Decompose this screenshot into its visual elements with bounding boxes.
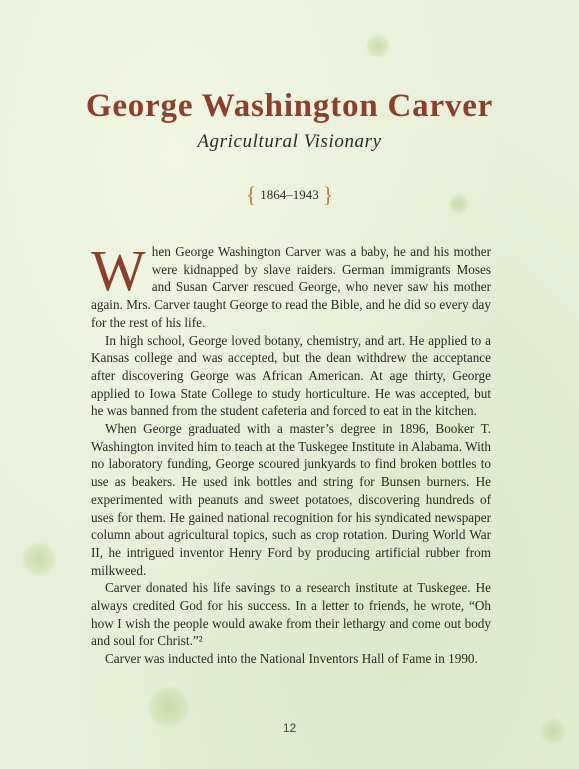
paragraph-text: hen George Washington Carver was a baby, he and his mother were kidnapped by slave raiders. German immigrants Moses and Susan Carver rescued George, who never saw his mother again. Mrs. Carver taught George to read the Bible, and he did so every day for the rest of his life. (91, 244, 491, 330)
decorative-splotch (366, 34, 390, 58)
drop-cap: W (91, 238, 146, 303)
dates-text: 1864–1943 (260, 187, 319, 202)
page-title: George Washington Carver (85, 88, 494, 124)
body-text (91, 238, 491, 668)
page-subtitle: Agricultural Visionary (197, 131, 382, 152)
paragraph: Carver was inducted into the National Inventors Hall of Fame in 1990. (105, 651, 478, 667)
page-number: 12 (282, 721, 297, 735)
paragraph: Carver donated his life savings to a research institute at Tuskegee. He always credited God for his success. In a letter to friends, he wrote, “Oh how I wish the people would awake from their lethargy and come out body and soul for Christ.”² (91, 580, 491, 649)
right-brace: } (322, 182, 334, 207)
life-dates (0, 182, 579, 208)
paragraph: In high school, George loved botany, chemistry, and art. He applied to a Kansas college and was accepted, but the dean withdrew the acceptance after discovering George was African American. At age thirty, George applied to Iowa State College to study horticulture. He was accepted, but he was banned from the student cafeteria and forced to eat in the kitchen. (91, 332, 491, 419)
paragraph: When George graduated with a master’s degree in 1896, Booker T. Washington invited him to teach at the Tuskegee Institute in Alabama. With no laboratory funding, George scoured junkyards to find broken bottles to use as beakers. He used ink bottles and string for Bunsen burners. He experimented with peanuts and sweet potatoes, discovering hundreds of uses for them. He gained national recognition for his syndicated newspaper column about agricultural topics, such as crop rotation. During World War II, he intrigued inventor Henry Ford by producing artificial rubber from milkweed. (91, 421, 491, 578)
decorative-splotch (22, 542, 56, 576)
paragraph (91, 238, 491, 332)
left-brace: { (245, 182, 257, 207)
